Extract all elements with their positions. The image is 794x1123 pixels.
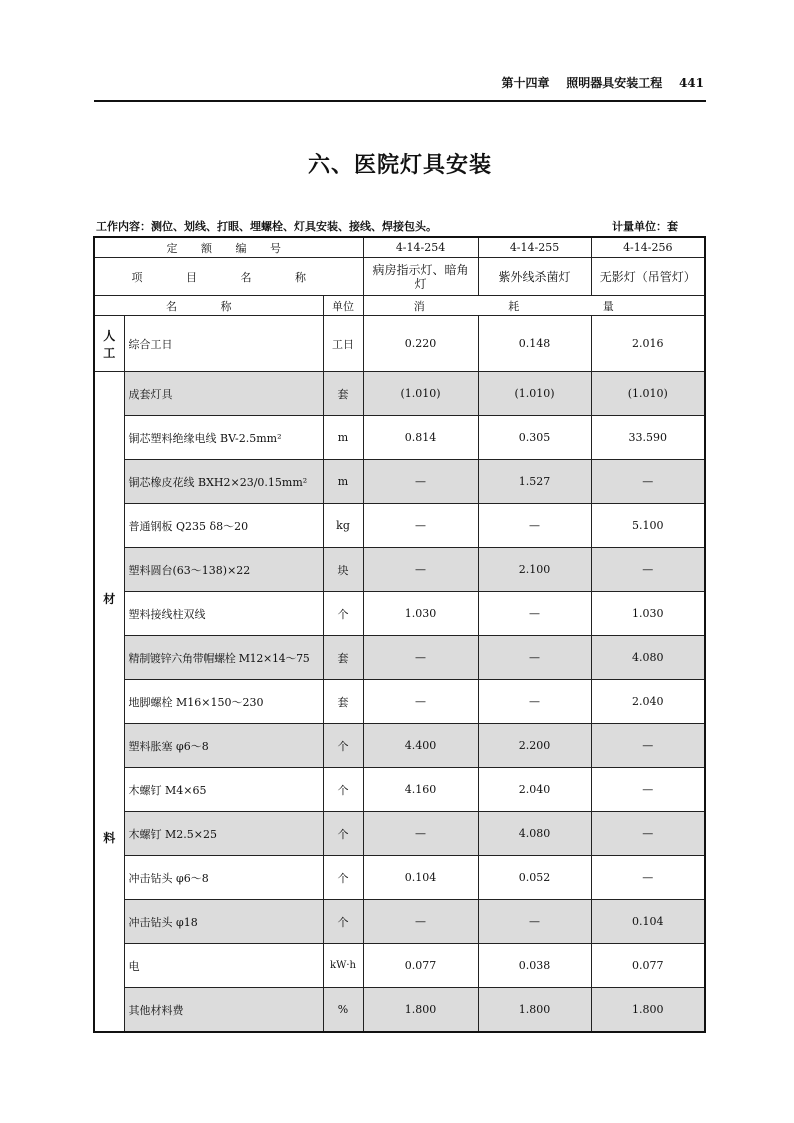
material-value-2: 2.100: [478, 548, 591, 592]
material-unit: m: [323, 416, 363, 460]
material-name: 精制镀锌六角带帽螺栓 M12×14～75: [124, 636, 323, 680]
material-value-3: —: [591, 768, 705, 812]
material-value-1: 4.400: [363, 724, 478, 768]
item-name-3: 无影灯（吊管灯）: [591, 258, 705, 296]
material-value-2: —: [478, 504, 591, 548]
material-category: 材 料: [94, 372, 124, 1033]
material-row: [94, 900, 705, 944]
material-unit: 个: [323, 592, 363, 636]
material-value-2: 0.052: [478, 856, 591, 900]
material-value-2: 1.800: [478, 988, 591, 1033]
material-name: 铜芯橡皮花线 BXH2×23/0.15mm²: [124, 460, 323, 504]
material-value-1: 4.160: [363, 768, 478, 812]
work-content: 工作内容：测位、划线、打眼、埋螺栓、灯具安装、接线、焊接包头。: [96, 220, 437, 233]
material-value-3: 5.100: [591, 504, 705, 548]
labor-value-3: 2.016: [591, 316, 705, 372]
material-value-3: 33.590: [591, 416, 705, 460]
material-value-1: 0.104: [363, 856, 478, 900]
material-name: 地脚螺栓 M16×150～230: [124, 680, 323, 724]
quota-number-row: [94, 237, 705, 258]
material-value-1: 1.030: [363, 592, 478, 636]
consumption-header: 消 耗 量: [363, 296, 705, 316]
material-value-1: —: [363, 812, 478, 856]
material-row: [94, 636, 705, 680]
item-name-row: [94, 258, 705, 296]
item-name-label: 项 目 名 称: [94, 258, 363, 296]
material-row: [94, 592, 705, 636]
material-value-3: —: [591, 548, 705, 592]
material-value-3: 0.077: [591, 944, 705, 988]
material-value-1: —: [363, 636, 478, 680]
material-name: 冲击钻头 φ6～8: [124, 856, 323, 900]
chapter-label: 第十四章: [501, 76, 550, 90]
material-value-1: —: [363, 504, 478, 548]
material-name: 冲击钻头 φ18: [124, 900, 323, 944]
material-unit: %: [323, 988, 363, 1033]
material-unit: 个: [323, 900, 363, 944]
material-name: 塑料胀塞 φ6～8: [124, 724, 323, 768]
material-value-1: 1.800: [363, 988, 478, 1033]
material-row: [94, 680, 705, 724]
material-value-2: 0.038: [478, 944, 591, 988]
unit-column-header: 单位: [323, 296, 363, 316]
material-value-3: 0.104: [591, 900, 705, 944]
quota-number-label: 定 额 编 号: [94, 237, 363, 258]
material-unit: 套: [323, 372, 363, 416]
material-name: 塑料圆台(63～138)×22: [124, 548, 323, 592]
material-value-3: 4.080: [591, 636, 705, 680]
name-column-header: 名 称: [94, 296, 323, 316]
material-row: [94, 504, 705, 548]
material-value-2: 4.080: [478, 812, 591, 856]
material-row: [94, 856, 705, 900]
material-value-2: —: [478, 680, 591, 724]
chapter-section: 照明器具安装工程: [566, 76, 663, 90]
column-header-row: [94, 296, 705, 316]
material-value-2: —: [478, 636, 591, 680]
material-value-2: (1.010): [478, 372, 591, 416]
material-value-1: 0.814: [363, 416, 478, 460]
material-value-3: —: [591, 724, 705, 768]
quota-table: [93, 236, 706, 1033]
material-name: 塑料接线柱双线: [124, 592, 323, 636]
material-row: [94, 724, 705, 768]
quota-code-1: 4-14-254: [363, 237, 478, 258]
quota-code-2: 4-14-255: [478, 237, 591, 258]
material-row: [94, 460, 705, 504]
header-rule: [94, 100, 706, 102]
material-row: [94, 548, 705, 592]
material-unit: m: [323, 460, 363, 504]
material-unit: 个: [323, 768, 363, 812]
material-unit: 个: [323, 856, 363, 900]
material-row: [94, 372, 705, 416]
material-name: 铜芯塑料绝缘电线 BV-2.5mm²: [124, 416, 323, 460]
material-value-1: (1.010): [363, 372, 478, 416]
measure-unit: 计量单位：套: [612, 220, 678, 233]
material-value-2: 0.305: [478, 416, 591, 460]
material-unit: 块: [323, 548, 363, 592]
material-value-3: 2.040: [591, 680, 705, 724]
material-name: 普通钢板 Q235 δ8～20: [124, 504, 323, 548]
material-name: 木螺钉 M2.5×25: [124, 812, 323, 856]
labor-item-name: 综合工日: [124, 316, 323, 372]
material-value-2: —: [478, 900, 591, 944]
material-value-1: —: [363, 680, 478, 724]
material-row: [94, 988, 705, 1033]
material-unit: kg: [323, 504, 363, 548]
material-unit: 套: [323, 680, 363, 724]
material-value-2: —: [478, 592, 591, 636]
labor-item-unit: 工日: [323, 316, 363, 372]
material-unit: 套: [323, 636, 363, 680]
material-name: 木螺钉 M4×65: [124, 768, 323, 812]
material-value-3: 1.800: [591, 988, 705, 1033]
material-value-3: —: [591, 812, 705, 856]
material-row: [94, 768, 705, 812]
material-name: 成套灯具: [124, 372, 323, 416]
material-value-1: —: [363, 460, 478, 504]
labor-row: [94, 316, 705, 372]
running-head: [94, 74, 704, 92]
material-row: [94, 416, 705, 460]
material-value-3: —: [591, 856, 705, 900]
labor-value-2: 0.148: [478, 316, 591, 372]
page-number: 441: [678, 76, 704, 90]
material-value-2: 2.200: [478, 724, 591, 768]
material-value-3: (1.010): [591, 372, 705, 416]
item-name-1: 病房指示灯、暗角灯: [363, 258, 478, 296]
material-value-1: —: [363, 900, 478, 944]
labor-category: 人 工: [94, 316, 124, 372]
item-name-2: 紫外线杀菌灯: [478, 258, 591, 296]
material-value-1: —: [363, 548, 478, 592]
material-value-2: 1.527: [478, 460, 591, 504]
material-unit: 个: [323, 812, 363, 856]
labor-value-1: 0.220: [363, 316, 478, 372]
material-value-3: —: [591, 460, 705, 504]
quota-code-3: 4-14-256: [591, 237, 705, 258]
material-name: 其他材料费: [124, 988, 323, 1033]
material-row: [94, 812, 705, 856]
material-unit: 个: [323, 724, 363, 768]
material-value-3: 1.030: [591, 592, 705, 636]
material-value-2: 2.040: [478, 768, 591, 812]
material-unit: kW·h: [323, 944, 363, 988]
material-row: [94, 944, 705, 988]
page-title: 六、医院灯具安装: [307, 152, 492, 178]
material-name: 电: [124, 944, 323, 988]
material-value-1: 0.077: [363, 944, 478, 988]
